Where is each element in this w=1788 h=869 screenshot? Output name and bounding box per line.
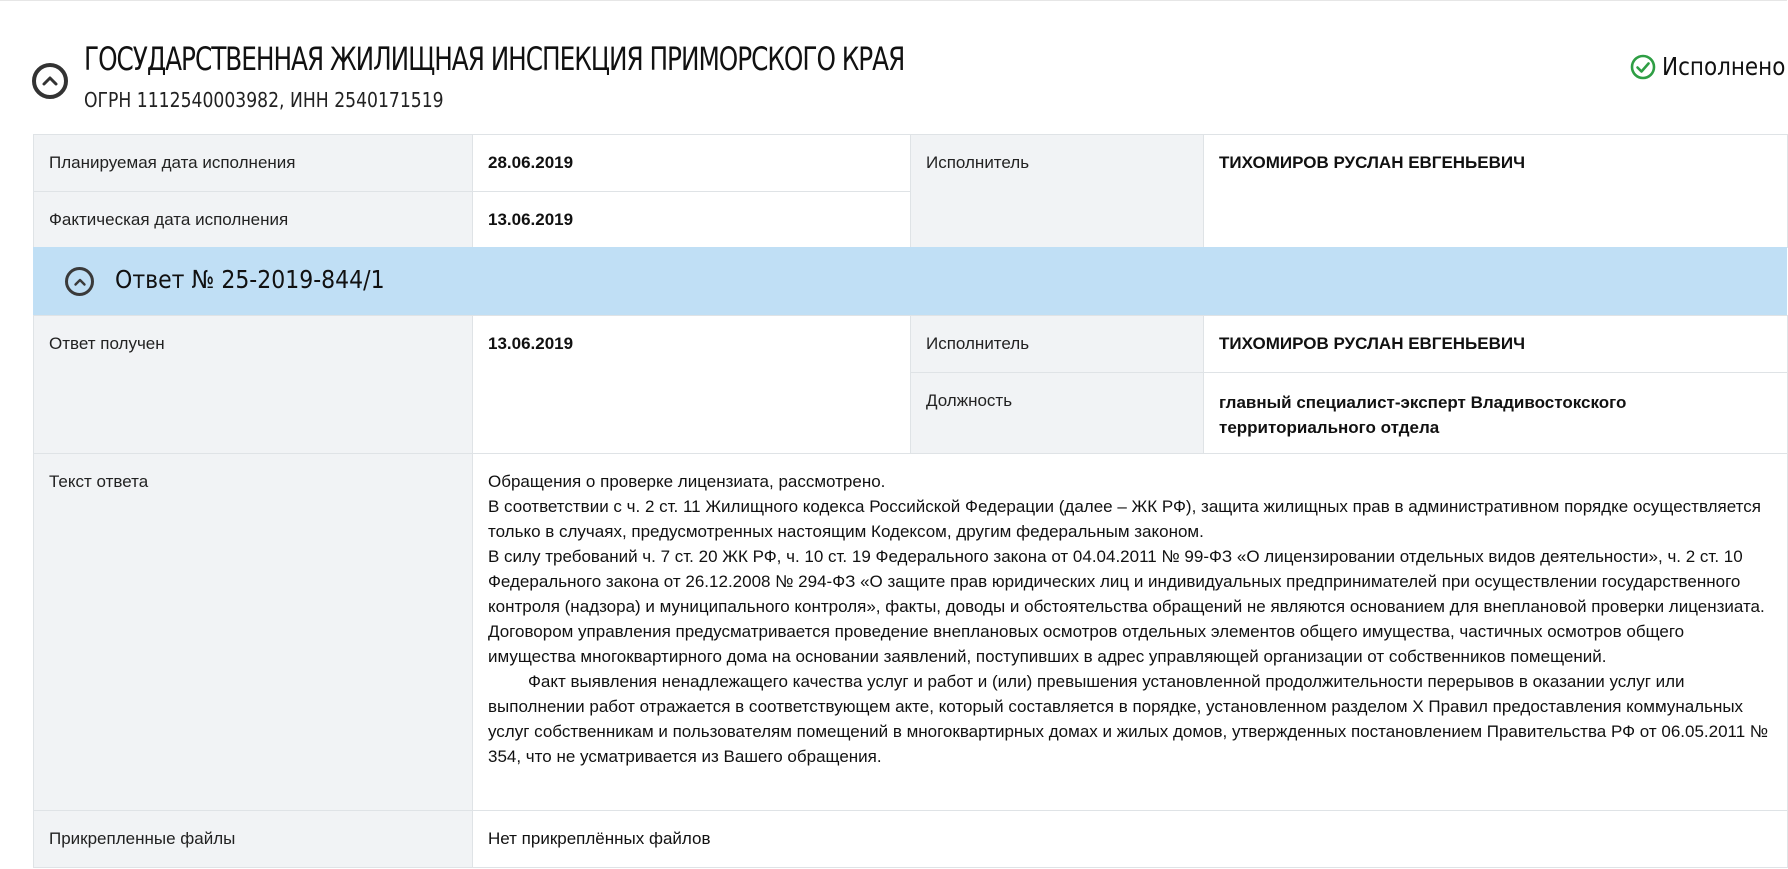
table-row: [34, 316, 1788, 373]
check-circle-icon: [1630, 54, 1656, 80]
planned-date-value: 28.06.2019: [473, 135, 911, 192]
execution-info-table: [33, 134, 1788, 248]
chevron-up-icon: [73, 275, 87, 289]
answer-paragraph: В соответствии с ч. 2 ст. 11 Жилищного кодекса Российской Федерации (далее – ЖК РФ), защита жилищных прав в административном порядке осуществляется только в случаях, предусмотренных настоящим Кодексом, другим федеральным законом.: [488, 497, 1761, 541]
position-value: главный специалист-эксперт Владивостокского территориального отдела: [1204, 373, 1788, 454]
answer-paragraph: Обращения о проверке лицензиата, рассмотрено.: [488, 472, 886, 491]
answer-executor-value: ТИХОМИРОВ РУСЛАН ЕВГЕНЬЕВИЧ: [1204, 316, 1788, 373]
answer-section-header[interactable]: [33, 247, 1787, 315]
answer-text-label: Текст ответа: [34, 454, 473, 811]
status-label: Исполнено: [1662, 52, 1786, 81]
planned-date-label: Планируемая дата исполнения: [34, 135, 473, 192]
answer-text-cell: [473, 454, 1788, 811]
answer-text-body: [488, 469, 1772, 769]
files-value: Нет прикреплённых файлов: [473, 811, 1788, 868]
actual-date-label: Фактическая дата исполнения: [34, 192, 473, 248]
answer-info-table: [33, 315, 1788, 454]
request-header: [0, 0, 1787, 133]
table-row: [34, 454, 1788, 811]
position-label: Должность: [911, 373, 1204, 454]
executor-value: ТИХОМИРОВ РУСЛАН ЕВГЕНЬЕВИЧ: [1204, 135, 1788, 248]
received-date-value: 13.06.2019: [473, 316, 911, 454]
received-label: Ответ получен: [34, 316, 473, 454]
answer-executor-label: Исполнитель: [911, 316, 1204, 373]
chevron-up-icon: [41, 72, 59, 90]
org-identifiers: ОГРН 1112540003982, ИНН 2540171519: [84, 88, 444, 112]
answer-title: Ответ № 25-2019-844/1: [115, 265, 385, 294]
answer-paragraph: В силу требований ч. 7 ст. 20 ЖК РФ, ч. 10 ст. 19 Федерального закона от 04.04.2011 № 99-ФЗ «О лицензировании отдельных видов деятельности», ч. 2 ст. 10 Федерального закона от 26.12.2008 № 294-ФЗ «О защите прав юридических лиц и индивидуальных предпринимателей при осуществлении государственного контроля (надзора) и муниципального контроля», факты, доводы и обстоятельства обращений не являются основанием для внеплановой проверки лицензиата.: [488, 547, 1765, 616]
executor-label: Исполнитель: [911, 135, 1204, 248]
actual-date-value: 13.06.2019: [473, 192, 911, 248]
answer-paragraph: Договором управления предусматривается проведение внеплановых осмотров отдельных элементов общего имущества, частичных осмотров общего имущества многоквартирного дома на основании заявлений, поступивших в адрес управляющей организации от собственников помещений.: [488, 622, 1685, 666]
answer-text-table: [33, 453, 1788, 868]
answer-paragraph: Факт выявления ненадлежащего качества услуг и работ и (или) превышения установленной продолжительности перерывов в оказании услуг или выполнении работ отражается в соответствующем акте, который составляется в порядке, установленном разделом X Правил предоставления коммунальных услуг собственникам и пользователям помещений в многоквартирных домах и жилых домов, утвержденных постановлением Правительства РФ от 06.05.2011 № 354, что не усматривается из Вашего обращения.: [488, 672, 1769, 766]
table-row: [34, 135, 1788, 192]
answer-collapse-button[interactable]: [65, 267, 94, 296]
org-title: ГОСУДАРСТВЕННАЯ ЖИЛИЩНАЯ ИНСПЕКЦИЯ ПРИМОРСКОГО КРАЯ: [84, 40, 905, 78]
table-row: [34, 811, 1788, 868]
collapse-toggle-button[interactable]: [32, 63, 68, 99]
files-label: Прикрепленные файлы: [34, 811, 473, 868]
status-badge: [1630, 52, 1787, 81]
